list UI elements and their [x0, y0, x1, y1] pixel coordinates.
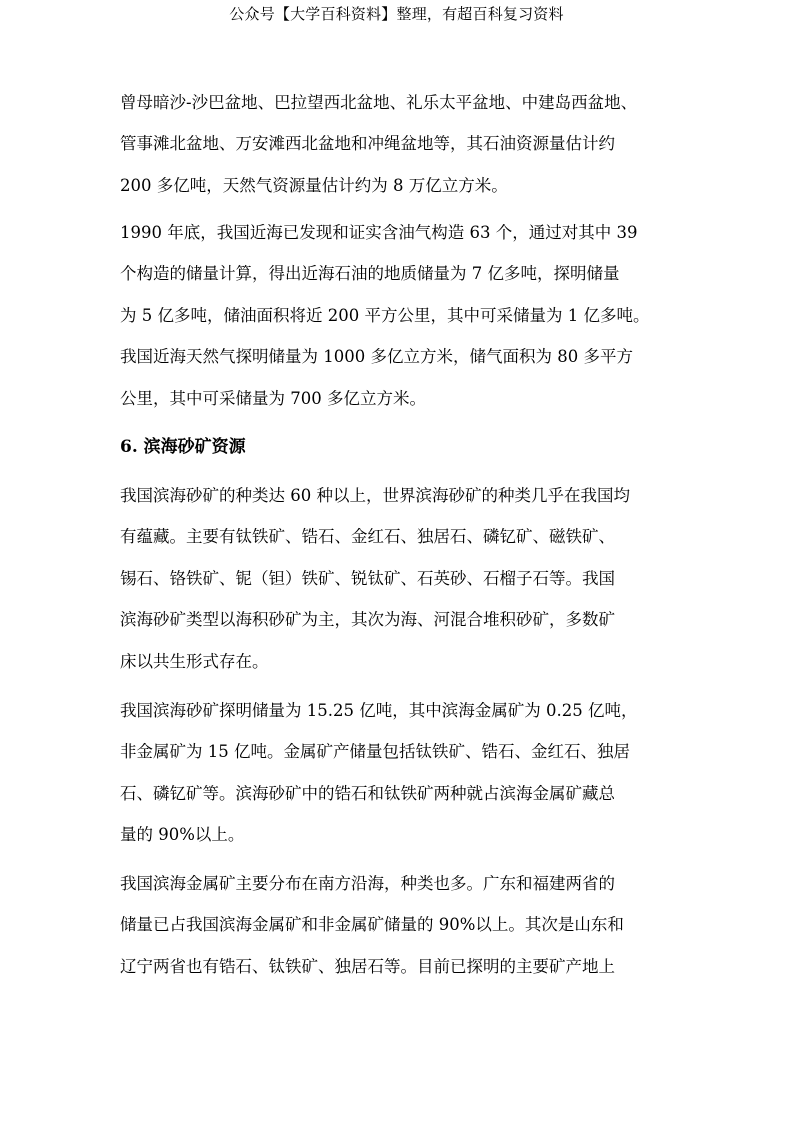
paragraph-1-line-3: 200 多亿吨，天然气资源量估计约为 8 万亿立方米。 [120, 176, 508, 195]
paragraph-2-line-2: 个构造的储量计算，得出近海石油的地质储量为 7 亿多吨，探明储量 [120, 264, 620, 283]
paragraph-3-line-4: 滨海砂矿类型以海积砂矿为主，其次为海、河混合堆积砂矿，多数矿 [120, 610, 615, 629]
paragraph-5-line-3: 辽宁两省也有锆石、钛铁矿、独居石等。目前已探明的主要矿产地上 [120, 957, 615, 976]
paragraph-2-line-5: 公里，其中可采储量为 700 多亿立方米。 [120, 389, 426, 408]
paragraph-2-line-3: 为 5 亿多吨，储油面积将近 200 平方公里，其中可采储量为 1 亿多吨。 [120, 306, 650, 325]
paragraph-5-line-1: 我国滨海金属矿主要分布在南方沿海，种类也多。广东和福建两省的 [120, 874, 615, 893]
paragraph-4-line-2: 非金属矿为 15 亿吨。金属矿产储量包括钛铁矿、锆石、金红石、独居 [120, 742, 630, 761]
paragraph-4-line-4: 量的 90%以上。 [120, 825, 245, 844]
paragraph-3-line-2: 有蕴藏。主要有钛铁矿、锆石、金红石、独居石、磷钇矿、磁铁矿、 [120, 527, 615, 546]
paragraph-2-line-1: 1990 年底，我国近海已发现和证实含油气构造 63 个，通过对其中 39 [120, 223, 638, 242]
paragraph-1-line-1: 曾母暗沙-沙巴盆地、巴拉望西北盆地、礼乐太平盆地、中建岛西盆地、 [120, 93, 638, 112]
paragraph-3-line-5: 床以共生形式存在。 [120, 652, 269, 671]
paragraph-4-line-1: 我国滨海砂矿探明储量为 15.25 亿吨，其中滨海金属矿为 0.25 亿吨， [120, 701, 638, 720]
paragraph-5-line-2: 储量已占我国滨海金属矿和非金属矿储量的 90%以上。其次是山东和 [120, 915, 624, 934]
page-header: 公众号【大学百科资料】整理，有超百科复习资料 [229, 5, 564, 23]
paragraph-2-line-4: 我国近海天然气探明储量为 1000 多亿立方米，储气面积为 80 多平方 [120, 347, 633, 366]
paragraph-3-line-1: 我国滨海砂矿的种类达 60 种以上，世界滨海砂矿的种类几乎在我国均 [120, 486, 630, 505]
paragraph-4-line-3: 石、磷钇矿等。滨海砂矿中的锆石和钛铁矿两种就占滨海金属矿藏总 [120, 784, 615, 803]
paragraph-3-line-3: 锡石、铬铁矿、铌（钽）铁矿、锐钛矿、石英砂、石榴子石等。我国 [120, 569, 615, 588]
section-heading: 6. 滨海砂矿资源 [120, 437, 246, 457]
paragraph-1-line-2: 管事滩北盆地、万安滩西北盆地和冲绳盆地等，其石油资源量估计约 [120, 134, 615, 153]
